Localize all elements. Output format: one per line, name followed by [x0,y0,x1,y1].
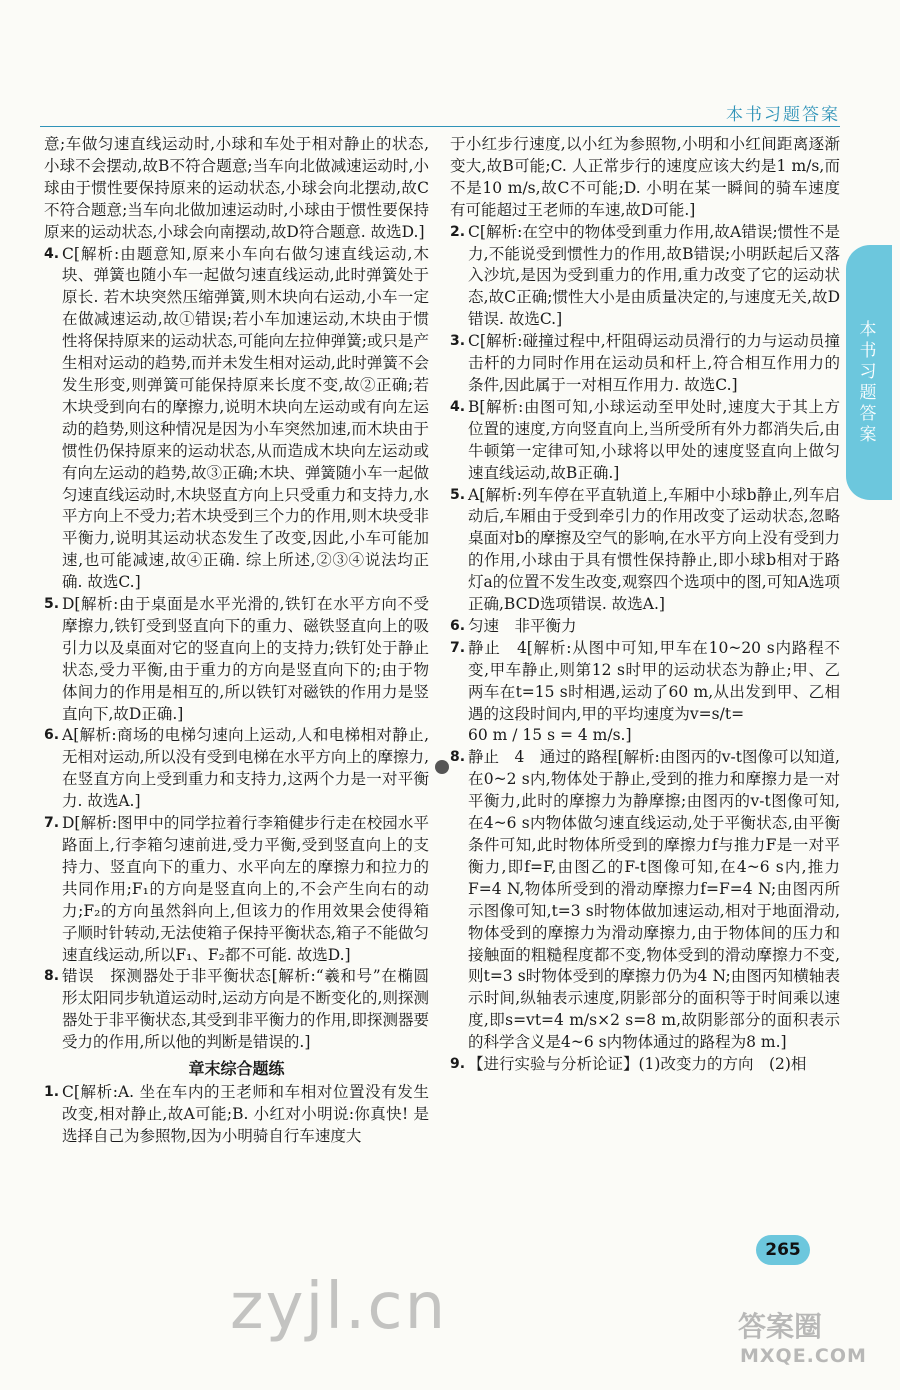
item-text: 错误 探测器处于非平衡状态[解析:“羲和号”在椭圆形太阳同步轨道运动时,运动方向是不断变化的,则探测器处于非平衡状态,其受到非平衡力的作用,即探测器要受力的作用,所以他的判断是错误的.] [62,967,429,1052]
item-text: C[解析:由题意知,原来小车向右做匀速直线运动,木块、弹簧也随小车一起做匀速直线运动,此时弹簧处于原长. 若木块突然压缩弹簧,则木块向右运动,小车一定在做减速运动,故①错误;若小车加速运动,木块由于惯性将保持原来的运动状态,可能向左拉伸弹簧;或只是产生相对运动的趋势,而并未发生相对运动,此时弹簧不会发生形变,则弹簧可能保持原来长度不变,故②正确;若木块受到向右的摩擦力,说明木块向左运动或有向左运动的趋势,则这种情况是因为小车突然加速,而木块由于惯性仍保持原来的运动状态,从而造成木块向左运动或有向左运动的趋势,故③正确;木块、弹簧随小车一起做匀速直线运动时,木块竖直方向上只受重力和支持力,水平方向上不受力;若木块受到三个力的作用,则木块受非平衡力,说明其运动状态发生了改变,因此,小车可能加速,也可能减速,故④正确. 综上所述,②③④说法均正确. 故选C.] [62,244,429,592]
watermark-text: zyjl.cn [230,1270,448,1344]
item-text: 【进行实验与分析论证】(1)改变力的方向 (2)相 [468,1055,807,1074]
item-number: 1. [44,1083,60,1100]
item-number: 5. [450,486,466,503]
answer-item [450,747,840,1054]
answer-item [44,1082,429,1148]
right-column [450,134,840,1076]
answer-item [450,331,840,397]
page-number: 265 [756,1235,810,1265]
side-tab-label: 本书习题答案 [859,320,877,445]
left-intro-text: 意;车做匀速直线运动时,小球和车处于相对静止的状态,小球不会摆动,故B不符合题意;当车向北做减速运动时,小球由于惯性要保持原来的运动状态,小球会向北摆动,故C不符合题意;当车向北做加速运动时,小球由于惯性要保持原来的运动状态,小球会向南摆动,故D符合题意. 故选D.] [44,135,429,241]
header-title: 本书习题答案 [726,105,840,125]
item-text: 匀速 非平衡力 [468,616,577,635]
answer-item [44,244,429,595]
item-number: 5. [44,596,60,613]
answer-item [44,725,429,813]
item-number: 3. [450,333,466,350]
section-title: 章末综合题练 [188,1059,285,1079]
item-text: D[解析:由于桌面是水平光滑的,铁钉在水平方向不受摩擦力,铁钉受到竖直向下的重力、磁铁竖直向上的吸引力以及桌面对它的竖直向上的支持力;铁钉处于静止状态,受力平衡,由于重力的方向是竖直向下的;由于物体间力的作用是相互的,所以铁钉对磁铁的作用力是竖直向下,故D正确.] [62,595,429,723]
watermark-brand: 答案圈 [738,1310,823,1343]
item-text: D[解析:图甲中的同学拉着行李箱健步行走在校园水平路面上,行李箱匀速前进,受力平衡,受到竖直向上的支持力、竖直向下的重力、水平向左的摩擦力和拉力的共同作用;F₁的方向是竖直向上的,不会产生向右的动力;F₂的方向虽然斜向上,但该力的作用效果会使得箱子顺时针转动,无法使箱子保持平衡状态,箱子不能做匀速直线运动,所以F₁、F₂都不可能. 故选D.] [62,814,429,964]
header-rule [40,126,840,127]
watermark-url: MXQE.COM [740,1345,867,1367]
item-number: 9. [450,1056,466,1073]
item-text: 静止 4[解析:从图中可知,甲车在10~20 s内路程不变,甲车静止,则第12 s时甲的运动状态为静止;甲、乙两车在t=15 s时相遇,运动了60 m,从出发到甲、乙相遇的这段时间内,甲的平均速度为v=s/t= [468,638,840,723]
item-number: 6. [450,617,466,634]
left-column [44,134,429,1148]
item-number: 8. [450,749,466,766]
item-text: A[解析:列车停在平直轨道上,车厢中小球b静止,列车启动后,车厢由于受到牵引力的作用改变了运动状态,忽略桌面对b的摩擦及空气的影响,在水平方向上没有受到力的作用,小球由于具有惯性保持静止,即小球b相对于路灯a的位置不发生改变,观察四个选项中的图,可知A选项正确,BCD选项错误. 故选A.] [468,485,840,614]
item-text: C[解析:碰撞过程中,杆阻碍运动员滑行的力与运动员撞击杆的力同时作用在运动员和杆上,符合相互作用力的条件,因此属于一对相互作用力. 故选C.] [468,332,840,394]
answer-item [450,616,840,638]
item-text: 静止 4 通过的路程[解析:由图丙的v-t图像可以知道,在0~2 s内,物体处于静止,受到的推力和摩擦力是一对平衡力,此时的摩擦力为静摩擦;由图丙的v-t图像可知,在4~6 s内物体做匀速直线运动,处于平衡状态,由平衡条件可知,此时物体所受到的摩擦力f与推力F是一对平衡力,即f=F,由图乙的F-t图像可知,在4~6 s内,推力F=4 N,物体所受到的滑动摩擦力f=F=4 N;由图丙所示图像可知,t=3 s时物体做加速运动,相对于地面滑动,物体受到的摩擦力为滑动摩擦力,由于物体间的压力和接触面的粗糙程度都不变,物体受到的滑动摩擦力不变,则t=3 s时物体受到的摩擦力仍为4 N;由图丙知横轴表示时间,纵轴表示速度,阴影部分的面积等于时间乘以速度,即s=vt=4 m/s×2 s=8 m,故阴影部分的面积表示的科学含义是4~6 s内物体通过的路程为8 m.] [468,748,840,1052]
answer-item [450,397,840,485]
item-text: C[解析:在空中的物体受到重力作用,故A错误;惯性不是力,不能说受到惯性力的作用,故B错误;小明跃起后又落入沙坑,是因为受到重力的作用,重力改变了它的运动状态,故C正确;惯性大小是由质量决定的,与速度无关,故D错误. 故选C.] [468,222,840,329]
item-number: 7. [450,639,466,656]
item-number: 2. [450,223,466,240]
answer-item [450,222,840,332]
answer-item [44,966,429,1054]
answer-item [450,1054,840,1076]
item-text: B[解析:由图可知,小球运动至甲处时,速度大于其上方位置的速度,方向竖直向上,当所受所有外力都消失后,由牛顿第一定律可知,小球将以甲处的速度竖直向上做匀速直线运动,故B正确.] [468,397,840,482]
item-text: C[解析:A. 坐在车内的王老师和车相对位置没有发生改变,相对静止,故A可能;B. 小红对小明说:你真快! 是选择自己为参照物,因为小明骑自行车速度大 [62,1082,429,1145]
fraction-line: 60 m / 15 s = 4 m/s.] [468,726,632,745]
answer-item [450,638,840,726]
item-number: 7. [44,815,60,832]
gutter-dot [435,760,449,774]
right-intro-text: 于小红步行速度,以小红为参照物,小明和小红间距离逐渐变大,故B可能;C. 人正常步行的速度应该大约是1 m/s,而不是10 m/s,故C不可能;D. 小明在某一瞬间的骑车速度有可能超过王老师的车速,故D可能.] [450,135,840,219]
item-number: 4. [44,245,60,262]
answer-item [44,813,429,966]
item-number: 4. [450,398,466,415]
item-number: 8. [44,968,60,985]
answer-item [44,594,429,725]
item-text: A[解析:商场的电梯匀速向上运动,人和电梯相对静止,无相对运动,所以没有受到电梯在水平方向上的摩擦力,在竖直方向上受到重力和支持力,这两个力是一对平衡力. 故选A.] [62,726,429,811]
answer-item [450,485,840,616]
item-number: 6. [44,727,60,744]
